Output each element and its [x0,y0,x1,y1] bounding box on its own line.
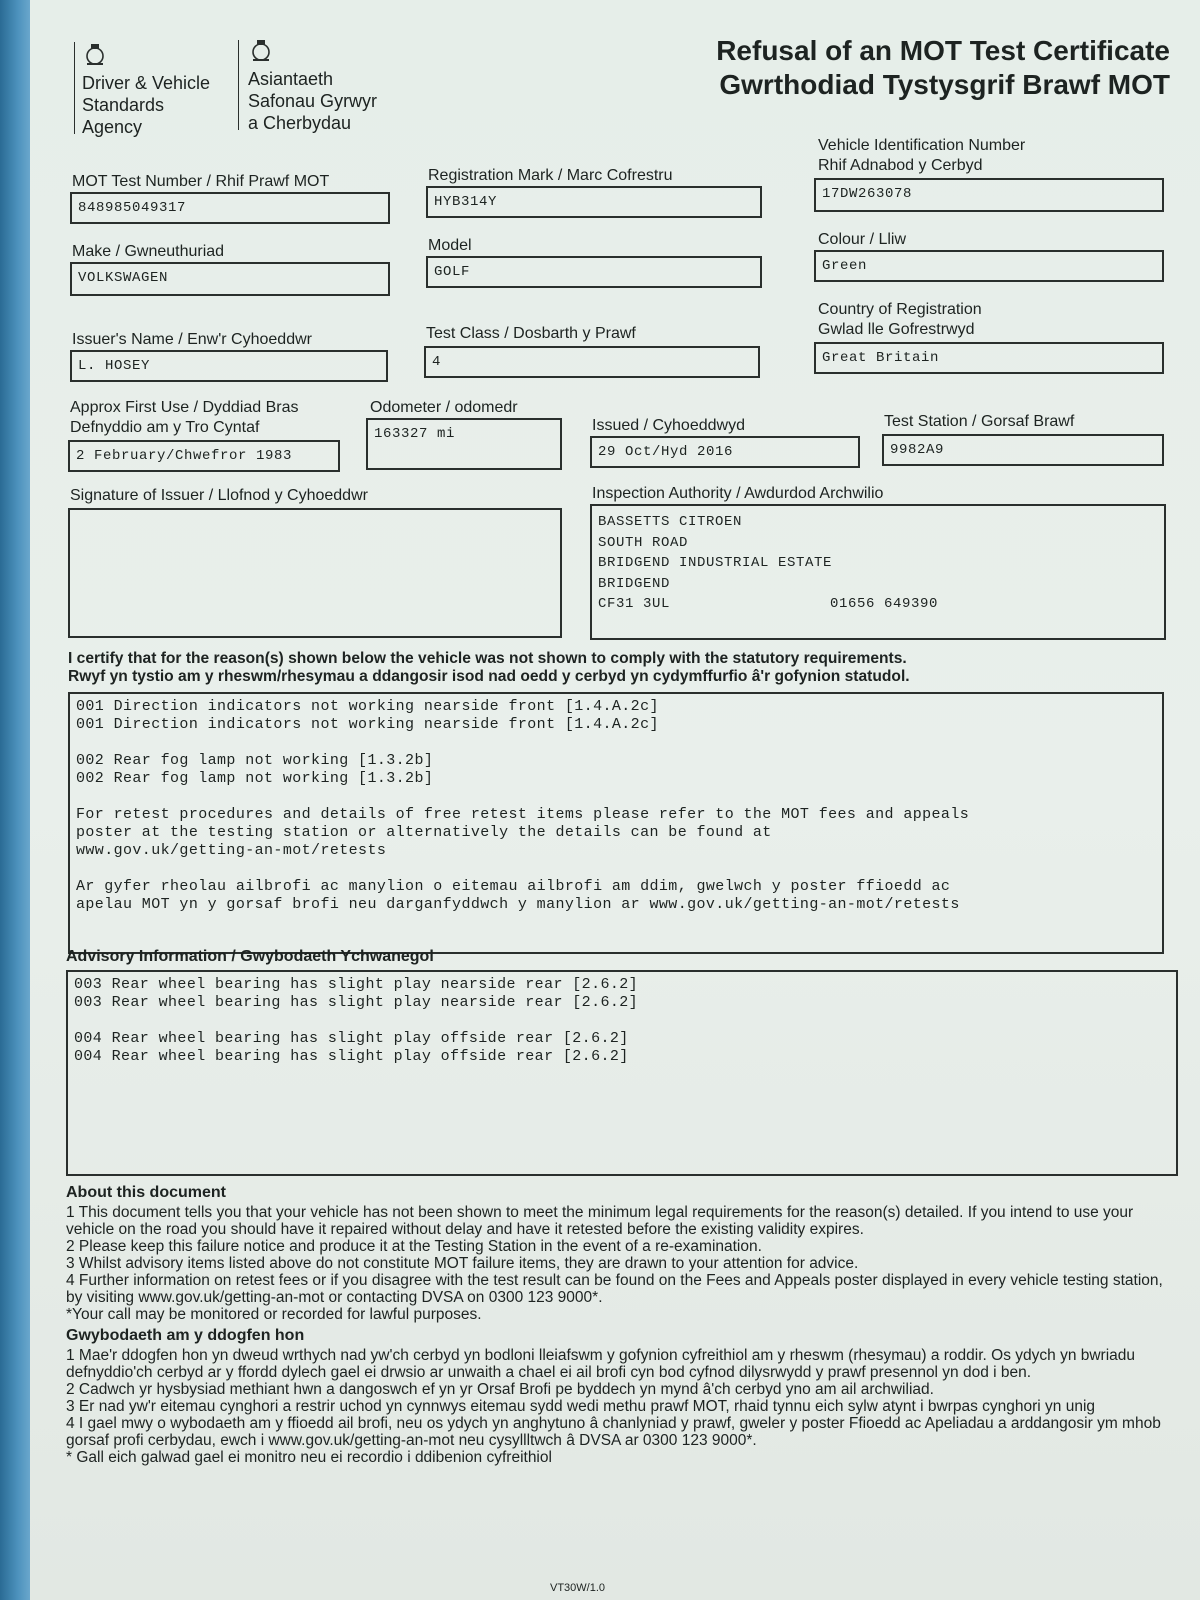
mot-test-number-label: MOT Test Number / Rhif Prawf MOT [72,173,330,190]
mot-refusal-document [30,0,1200,1600]
authority-line: SOUTH ROAD [598,534,689,551]
failure-line: 001 Direction indicators not working nearside front [1.4.A.2c] [76,716,659,733]
about-title: About this document [66,1184,226,1201]
form-code: VT30W/1.0 [550,1582,606,1594]
about-cy-item: 4 I gael mwy o wybodaeth am y ffioedd ail brofi, neu os ydych yn anghytuno â chanlyniad y prawf, gweler y poster Ffioedd ac Apeliadau a arddangosir ym mhob gorsaf profi cerbydau, ewch i www.gov.uk/getting-an-mot neu cysyllltwch â DVSA ar 0300 123 9000*. [66,1415,1161,1449]
about-item: 3 Whilst advisory items listed above do not constitute MOT failure items, they are drawn to your attention for advice. [66,1255,859,1272]
make-label: Make / Gwneuthuriad [72,243,225,260]
retest-info-line: For retest procedures and details of free retest items please refer to the MOT fees and appeals [76,806,970,823]
failure-line [76,734,1156,752]
royal-crest-icon [82,42,108,68]
about-item: 1 This document tells you that your vehicle has not been shown to meet the minimum legal requirements for the reason(s) detailed. If you intend to use your vehicle on the road you should have it repaired without delay and have it retested before the existing validity expires. [66,1204,1134,1238]
failure-line: 002 Rear fog lamp not working [1.3.2b] [76,752,434,769]
model-field: GOLF [426,256,762,288]
agency-name-en: Driver & Vehicle Standards Agency [82,73,211,137]
failure-line: 002 Rear fog lamp not working [1.3.2b] [76,770,434,787]
about-cy-item: * Gall eich galwad gael ei monitro neu ei recordio i ddibenion cyfreithiol [66,1449,552,1466]
logo-rule [238,40,239,130]
about-item: 4 Further information on retest fees or if you disagree with the test result can be found on the Fees and Appeals poster displayed in every vehicle testing station, by visiting www.gov.uk/getting-an-mot or contacting DVSA on 0300 123 9000*. [66,1272,1163,1306]
odometer-field: 163327 mi [366,418,562,470]
document-title: Refusal of an MOT Test Certificate Gwrthodiad Tystysgrif Brawf MOT [716,35,1170,100]
retest-info-line-cy: apelau MOT yn y gorsaf brofi neu darganfyddwch y manylion ar www.gov.uk/getting-an-mot/retests [76,896,960,913]
colour-label: Colour / Lliw [818,231,907,248]
advisory-line [74,1012,1170,1030]
test-class-field: 4 [424,346,760,378]
about-cy-title: Gwybodaeth am y ddogfen hon [66,1327,305,1344]
retest-info-line: poster at the testing station or alternatively the details can be found at [76,824,772,841]
first-use-field: 2 February/Chwefror 1983 [68,440,340,472]
royal-crest-icon [248,38,274,64]
test-station-label: Test Station / Gorsaf Brawf [884,413,1075,430]
failure-reasons-box [68,692,1164,954]
retest-info-line-cy: Ar gyfer rheolau ailbrofi ac manylion o eitemau ailbrofi am ddim, gwelwch y poster ffioedd ac [76,878,951,895]
folder-edge [0,0,30,1600]
authority-line: BRIDGEND INDUSTRIAL ESTATE [598,555,833,571]
issuer-name-label: Issuer's Name / Enw'r Cyhoeddwr [72,331,312,348]
issuer-name-field: L. HOSEY [70,350,388,382]
registration-field: HYB314Y [426,186,762,218]
test-station-field: 9982A9 [882,434,1164,466]
first-use-label: Approx First Use / Dyddiad Bras Defnyddio am y Tro Cyntaf [70,399,299,436]
inspection-authority-box [590,504,1166,640]
signature-box [68,508,562,638]
authority-line: BASSETTS CITROEN [598,514,743,530]
retest-info-line: www.gov.uk/getting-an-mot/retests [76,842,387,859]
retest-info-line [76,860,1156,878]
vin-field: 17DW263078 [814,178,1164,212]
authority-postcode: CF31 3UL [598,596,671,612]
issued-label: Issued / Cyhoeddwyd [592,417,745,434]
failure-line [76,788,1156,806]
about-cy-item: 2 Cadwch yr hysbysiad methiant hwn a dangoswch ef yn yr Orsaf Brofi pe byddech yn mynd â'ch cerbyd yno am ail archwiliad. [66,1381,934,1398]
certify-statement: I certify that for the reason(s) shown below the vehicle was not shown to comply with the statutory requirements. Rwyf yn tystio am y rheswm/rhesymau a ddangosir isod nad oedd y cerbyd yn cydymffurfio â'r gofynion statudol. [68,650,910,685]
advisory-line: 003 Rear wheel bearing has slight play nearside rear [2.6.2] [74,994,639,1011]
inspection-authority-label: Inspection Authority / Awdurdod Archwilio [592,485,884,502]
about-cy-item: 1 Mae'r ddogfen hon yn dweud wrthych nad yw'ch cerbyd yn bodloni lleiafswm y gofynion cyfreithiol am y rheswm (rhesymau) a roddir. Os ydych yn bwriadu defnyddio'ch cerbyd ar y ffordd dylech gael ei drwsio ar unwaith a chael ei ail brofi cyn bod cyfnod dilysrwydd y prawf presennol yn dod i ben. [66,1347,1136,1381]
authority-line: BRIDGEND [598,575,671,592]
make-field: VOLKSWAGEN [70,262,390,296]
mot-test-number-field: 848985049317 [70,192,390,224]
advisory-line: 004 Rear wheel bearing has slight play offside rear [2.6.2] [74,1048,629,1065]
logo-rule [74,42,75,134]
colour-field: Green [814,250,1164,282]
about-item: 2 Please keep this failure notice and produce it at the Testing Station in the event of a re-examination. [66,1238,762,1255]
test-class-label: Test Class / Dosbarth y Prawf [426,325,636,342]
vin-label: Vehicle Identification Number Rhif Adnabod y Cerbyd [818,137,1026,174]
about-cy-item: 3 Er nad yw'r eitemau cynghori a restrir uchod yn cynnwys eitemau sydd wedi methu prawf MOT, rhaid tynnu eich sylw atynt i bwrpas cynghori yn unig [66,1398,1096,1415]
advisory-line: 004 Rear wheel bearing has slight play offside rear [2.6.2] [74,1030,629,1047]
country-field: Great Britain [814,342,1164,374]
agency-name-cy: Asiantaeth Safonau Gyrwyr a Cherbydau [248,69,378,133]
advisory-box [66,970,1178,1176]
advisory-title: Advisory Information / Gwybodaeth Ychwanegol [66,948,434,965]
issued-field: 29 Oct/Hyd 2016 [590,436,860,468]
authority-phone: 01656 649390 [830,596,939,612]
about-item: *Your call may be monitored or recorded for lawful purposes. [66,1306,482,1323]
odometer-label: Odometer / odomedr [370,399,518,416]
failure-line: 001 Direction indicators not working nearside front [1.4.A.2c] [76,698,659,715]
registration-label: Registration Mark / Marc Cofrestru [428,167,673,184]
country-label: Country of Registration Gwlad lle Gofrestrwyd [818,301,982,338]
signature-label: Signature of Issuer / Llofnod y Cyhoeddwr [70,487,368,504]
advisory-line: 003 Rear wheel bearing has slight play nearside rear [2.6.2] [74,976,639,993]
model-label: Model [428,237,472,254]
about-section [66,1184,1172,1466]
